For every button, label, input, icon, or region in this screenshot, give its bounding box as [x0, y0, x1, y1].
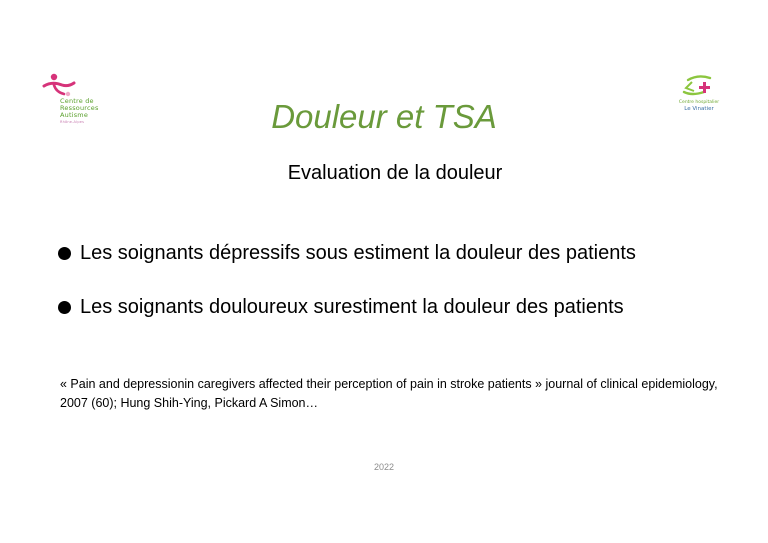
bullet-text: Les soignants dépressifs sous estiment la douleur des patients [80, 242, 636, 264]
vinatier-logo-line1: Centre hospitalier [678, 100, 720, 105]
cra-logo-line4: Rhône-Alpes [60, 120, 85, 124]
bullet-item [58, 242, 636, 265]
footer-year: 2022 [373, 462, 395, 472]
bullet-text: Les soignants douloureux surestiment la douleur des patients [80, 296, 624, 318]
bullet-dot-icon [58, 247, 71, 260]
cra-logo-line3: Autisme [60, 111, 89, 119]
reference-citation: « Pain and depressionin caregivers affected their perception of pain in stroke patients » journal of clinical epidemiology, 2007 (60); Hung Shih-Ying, Pickard A Simon… [60, 377, 718, 410]
cra-logo-line1: Centre de [60, 97, 94, 105]
vinatier-logo-line2: Le Vinatier [684, 106, 714, 112]
bullet-item [58, 296, 624, 319]
cra-figure-icon [40, 72, 80, 100]
vinatier-emblem-icon [674, 72, 724, 100]
cra-logo-line2: Ressources [60, 104, 99, 112]
bullet-dot-icon [58, 301, 71, 314]
slide-title: Douleur et TSA [271, 98, 497, 135]
slide-subtitle: Evaluation de la douleur [287, 162, 503, 184]
